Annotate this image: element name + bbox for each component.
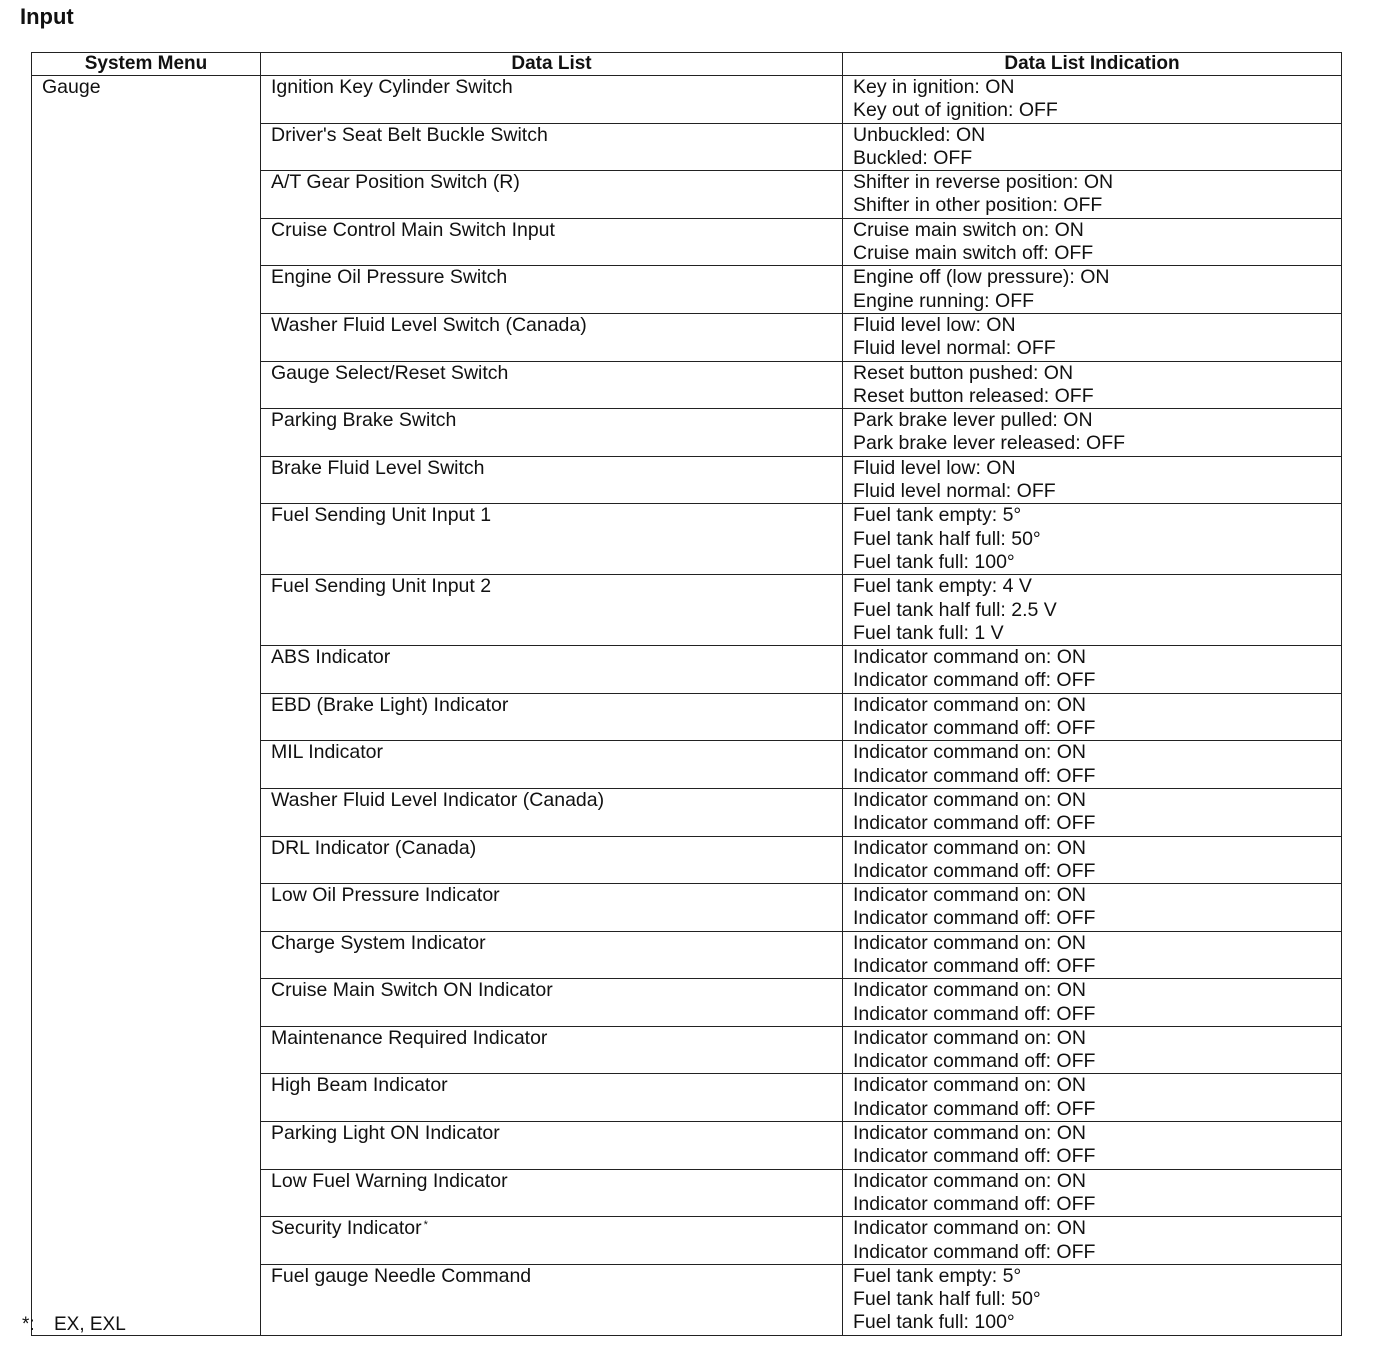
data-list-item: Driver's Seat Belt Buckle Switch (271, 123, 548, 146)
indication-line: Indicator command on: ON (853, 646, 1087, 669)
header-indication: Data List Indication (843, 53, 1342, 76)
data-list-item: Cruise Control Main Switch Input (271, 218, 555, 241)
indication-cell (843, 504, 1342, 575)
indication-line: Fluid level normal: OFF (853, 480, 1056, 503)
indication-cell (843, 361, 1342, 409)
indication-line: Indicator command off: OFF (853, 1192, 1096, 1215)
indication-line: Fuel tank half full: 2.5 V (853, 598, 1057, 621)
data-list-cell (261, 931, 843, 979)
indication-cell (843, 313, 1342, 361)
indication-line: Indicator command on: ON (853, 931, 1087, 954)
indication-cell (843, 171, 1342, 219)
indication-line: Park brake lever released: OFF (853, 432, 1126, 455)
data-list-item: Gauge Select/Reset Switch (271, 361, 509, 384)
data-list-item: Parking Brake Switch (271, 409, 457, 432)
indication-cell (843, 218, 1342, 266)
data-list-cell (261, 693, 843, 741)
indication-line: Fuel tank half full: 50° (853, 1288, 1041, 1311)
indication-line: Indicator command off: OFF (853, 907, 1096, 930)
indication-line: Indicator command on: ON (853, 836, 1087, 859)
indication-cell (843, 456, 1342, 504)
indication-line: Key in ignition: ON (853, 76, 1015, 98)
indication-cell (843, 646, 1342, 694)
indication-cell (843, 409, 1342, 457)
data-list-cell (261, 409, 843, 457)
data-list-item: Washer Fluid Level Switch (Canada) (271, 313, 587, 336)
indication-cell (843, 1026, 1342, 1074)
data-list-item: DRL Indicator (Canada) (271, 836, 477, 859)
indication-line: Fuel tank full: 1 V (853, 621, 1004, 644)
indication-line: Engine off (low pressure): ON (853, 266, 1110, 289)
data-list-item: Ignition Key Cylinder Switch (271, 76, 513, 98)
data-list-cell (261, 884, 843, 932)
indication-line: Indicator command on: ON (853, 1026, 1087, 1049)
data-list-item: Fuel gauge Needle Command (271, 1264, 532, 1287)
table-header-row (32, 53, 1342, 76)
data-list-cell (261, 266, 843, 314)
indication-line: Indicator command off: OFF (853, 1145, 1096, 1168)
indication-line: Indicator command on: ON (853, 741, 1087, 764)
indication-line: Indicator command off: OFF (853, 859, 1096, 882)
data-list-item: MIL Indicator (271, 741, 383, 764)
data-list-cell (261, 76, 843, 124)
data-list-item: ABS Indicator (271, 646, 391, 669)
header-data-list: Data List (261, 53, 843, 76)
indication-cell (843, 931, 1342, 979)
indication-line: Fuel tank empty: 5° (853, 1264, 1022, 1287)
indication-cell (843, 1122, 1342, 1170)
data-list-item: High Beam Indicator (271, 1074, 448, 1097)
indication-cell (843, 266, 1342, 314)
indication-line: Fuel tank empty: 5° (853, 504, 1022, 527)
indication-line: Fuel tank empty: 4 V (853, 575, 1032, 598)
indication-line: Indicator command on: ON (853, 884, 1087, 907)
indication-cell (843, 1264, 1342, 1335)
data-list-cell (261, 123, 843, 171)
indication-line: Reset button released: OFF (853, 384, 1094, 407)
indication-line: Unbuckled: ON (853, 123, 986, 146)
data-list-item: Fuel Sending Unit Input 1 (271, 504, 492, 527)
indication-line: Fuel tank full: 100° (853, 1311, 1015, 1334)
data-list-item: Cruise Main Switch ON Indicator (271, 979, 553, 1002)
data-list-item: Parking Light ON Indicator (271, 1122, 500, 1145)
footnote-reference: * (423, 1219, 428, 1232)
indication-line: Shifter in other position: OFF (853, 194, 1103, 217)
indication-cell (843, 836, 1342, 884)
data-list-cell (261, 1169, 843, 1217)
indication-cell (843, 123, 1342, 171)
indication-line: Indicator command on: ON (853, 1169, 1087, 1192)
data-list-cell (261, 456, 843, 504)
data-list-item: A/T Gear Position Switch (R) (271, 171, 520, 194)
footnote-mark: *: (22, 1314, 35, 1335)
data-list-item: Maintenance Required Indicator (271, 1026, 548, 1049)
footnote (22, 1314, 126, 1336)
data-list-cell (261, 171, 843, 219)
indication-line: Indicator command off: OFF (853, 669, 1096, 692)
indication-cell (843, 979, 1342, 1027)
indication-line: Indicator command on: ON (853, 979, 1087, 1002)
indication-line: Reset button pushed: ON (853, 361, 1074, 384)
data-list-cell (261, 313, 843, 361)
indication-line: Fluid level low: ON (853, 456, 1016, 479)
indication-line: Indicator command off: OFF (853, 717, 1096, 740)
data-list-cell (261, 741, 843, 789)
data-list-cell (261, 1026, 843, 1074)
data-list-item: Charge System Indicator (271, 931, 486, 954)
indication-cell (843, 575, 1342, 646)
indication-cell (843, 1217, 1342, 1265)
indication-line: Indicator command off: OFF (853, 764, 1096, 787)
data-list-item: Low Oil Pressure Indicator (271, 884, 500, 907)
indication-line: Indicator command off: OFF (853, 954, 1096, 977)
indication-line: Indicator command on: ON (853, 693, 1087, 716)
data-list-item: EBD (Brake Light) Indicator (271, 693, 509, 716)
indication-line: Indicator command off: OFF (853, 1097, 1096, 1120)
indication-cell (843, 741, 1342, 789)
data-list-cell (261, 1264, 843, 1335)
indication-line: Key out of ignition: OFF (853, 99, 1058, 122)
data-list-cell (261, 1122, 843, 1170)
indication-line: Indicator command on: ON (853, 788, 1087, 811)
footnote-text: EX, EXL (53, 1314, 126, 1335)
indication-line: Indicator command on: ON (853, 1217, 1087, 1240)
indication-line: Indicator command on: ON (853, 1074, 1087, 1097)
data-list-item: Security Indicator (271, 1217, 422, 1240)
table-row (32, 76, 1342, 124)
indication-cell (843, 884, 1342, 932)
indication-line: Fuel tank full: 100° (853, 550, 1015, 573)
indication-line: Buckled: OFF (853, 146, 973, 169)
data-list-cell (261, 504, 843, 575)
indication-line: Engine running: OFF (853, 289, 1035, 312)
indication-cell (843, 693, 1342, 741)
indication-line: Cruise main switch on: ON (853, 218, 1084, 241)
header-system-menu: System Menu (32, 53, 261, 76)
data-list-cell (261, 1074, 843, 1122)
data-list-item: Engine Oil Pressure Switch (271, 266, 508, 289)
indication-line: Indicator command off: OFF (853, 1002, 1096, 1025)
data-list-cell (261, 836, 843, 884)
indication-cell (843, 76, 1342, 124)
data-list-cell (261, 646, 843, 694)
indication-cell (843, 788, 1342, 836)
data-list-item: Low Fuel Warning Indicator (271, 1169, 508, 1192)
system-menu-cell: Gauge (32, 76, 261, 1336)
data-list-item: Washer Fluid Level Indicator (Canada) (271, 788, 605, 811)
data-list-cell (261, 1217, 843, 1265)
data-list-item: Fuel Sending Unit Input 2 (271, 575, 492, 598)
indication-line: Indicator command off: OFF (853, 812, 1096, 835)
indication-line: Park brake lever pulled: ON (853, 409, 1093, 432)
data-list-cell (261, 361, 843, 409)
indication-line: Indicator command off: OFF (853, 1240, 1096, 1263)
indication-line: Fluid level low: ON (853, 313, 1016, 336)
indication-line: Shifter in reverse position: ON (853, 171, 1114, 194)
page-title: Input (20, 4, 74, 29)
indication-line: Fluid level normal: OFF (853, 337, 1056, 360)
data-list-cell (261, 575, 843, 646)
data-list-cell (261, 218, 843, 266)
indication-line: Cruise main switch off: OFF (853, 242, 1094, 265)
data-list-table (31, 52, 1342, 1336)
indication-line: Indicator command off: OFF (853, 1050, 1096, 1073)
indication-cell (843, 1169, 1342, 1217)
indication-line: Indicator command on: ON (853, 1122, 1087, 1145)
indication-cell (843, 1074, 1342, 1122)
data-list-cell (261, 788, 843, 836)
indication-line: Fuel tank half full: 50° (853, 527, 1041, 550)
data-list-cell (261, 979, 843, 1027)
data-list-item: Brake Fluid Level Switch (271, 456, 485, 479)
